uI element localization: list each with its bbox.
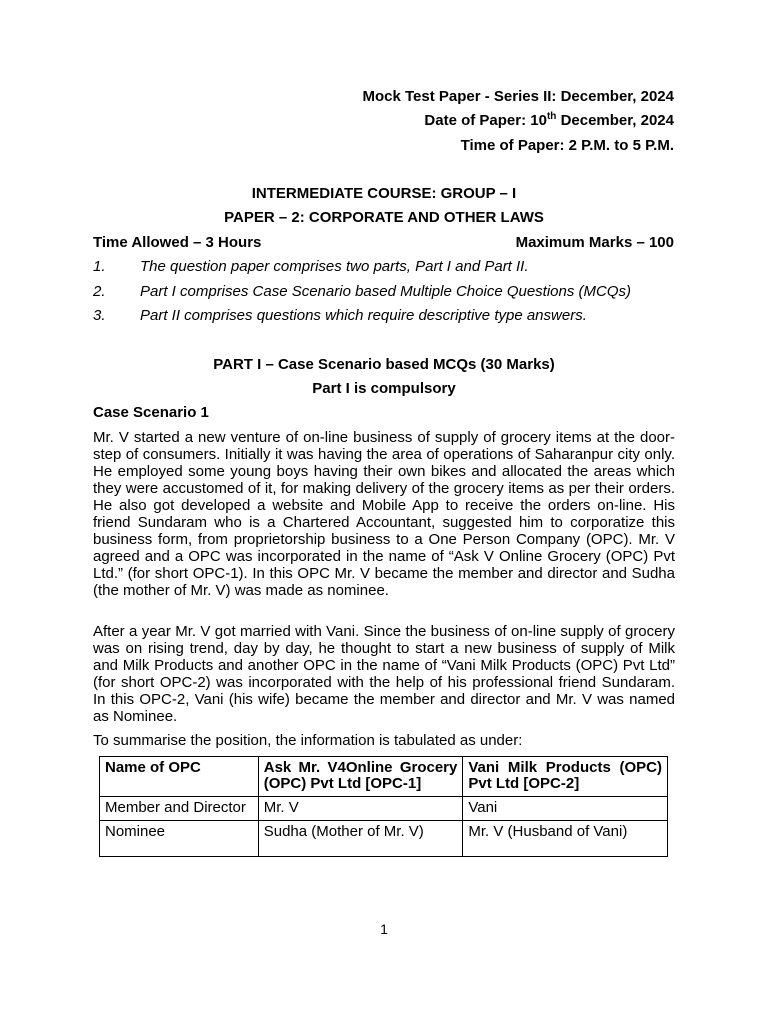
date-line — [424, 112, 674, 129]
maximum-marks: Maximum Marks – 100 — [515, 234, 674, 251]
instruction-number: 3. — [93, 307, 106, 324]
date-prefix: Date of Paper: 10 — [424, 112, 547, 129]
date-suffix: December, 2024 — [556, 112, 674, 129]
opc-table — [99, 756, 668, 857]
instruction-text: The question paper comprises two parts, Part I and Part II. — [140, 258, 529, 275]
table-header-cell: Name of OPC — [100, 757, 259, 797]
course-group: INTERMEDIATE COURSE: GROUP – I — [251, 185, 517, 202]
table-header-cell: Ask Mr. V4Online Grocery (OPC) Pvt Ltd [OPC-1] — [258, 757, 463, 797]
series-line: Mock Test Paper - Series II: December, 2024 — [362, 88, 674, 105]
table-row — [100, 821, 668, 857]
instruction-text: Part II comprises questions which require descriptive type answers. — [140, 307, 587, 324]
time-allowed: Time Allowed – 3 Hours — [93, 234, 262, 251]
part1-title: PART I – Case Scenario based MCQs (30 Marks) — [213, 356, 555, 373]
table-cell: Nominee — [100, 821, 259, 857]
instruction-number: 1. — [93, 258, 106, 275]
table-header-cell: Vani Milk Products (OPC) Pvt Ltd [OPC-2] — [463, 757, 668, 797]
table-cell: Mr. V — [258, 797, 463, 821]
table-row — [100, 797, 668, 821]
table-cell: Sudha (Mother of Mr. V) — [258, 821, 463, 857]
paper-title: PAPER – 2: CORPORATE AND OTHER LAWS — [224, 209, 544, 226]
summary-intro: To summarise the position, the information is tabulated as under: — [93, 732, 523, 749]
time-marks-row — [93, 234, 674, 251]
instruction-item — [93, 307, 683, 324]
case-paragraph-2: After a year Mr. V got married with Vani. Since the business of on-line supply of grocery was on rising trend, day by day, he thought to start a new business of supply of Milk and Milk Products and another OPC in the name of “Vani Milk Products (OPC) Pvt Ltd” (for short OPC-2) was incorporated with the help of his professional friend Sundaram. In this OPC-2, Vani (his wife) became the member and director and Mr. V was named as Nominee. — [93, 623, 675, 725]
table-header-row — [100, 757, 668, 797]
table-cell: Member and Director — [100, 797, 259, 821]
case-scenario-heading: Case Scenario 1 — [93, 404, 209, 421]
table-cell: Mr. V (Husband of Vani) — [463, 821, 668, 857]
instruction-number: 2. — [93, 283, 106, 300]
part1-subtitle: Part I is compulsory — [312, 380, 456, 397]
page-number: 1 — [380, 921, 388, 937]
case-paragraph-1: Mr. V started a new venture of on-line business of supply of grocery items at the door- step of consumers. Initially it was having the area of operations of Saharanpur city only. He employed some young boys having their own bikes and allocated the areas which they were accustomed of it, for making delivery of the grocery items as per their orders. He also got developed a website and Mobile App to receive the orders on-line. His friend Sundaram who is a Chartered Accountant, suggested him to corporatize this business form, from proprietorship business to a One Person Company (OPC). Mr. V agreed and a OPC was incorporated in the name of “Ask V Online Grocery (OPC) Pvt Ltd.” (for short OPC-1). In this OPC Mr. V became the member and director and Sudha (the mother of Mr. V) was made as nominee. — [93, 429, 675, 599]
instruction-item — [93, 283, 683, 300]
time-line: Time of Paper: 2 P.M. to 5 P.M. — [460, 137, 674, 154]
instruction-text: Part I comprises Case Scenario based Multiple Choice Questions (MCQs) — [140, 283, 632, 300]
table-cell: Vani — [463, 797, 668, 821]
instruction-item — [93, 258, 683, 275]
date-superscript: th — [546, 111, 557, 122]
